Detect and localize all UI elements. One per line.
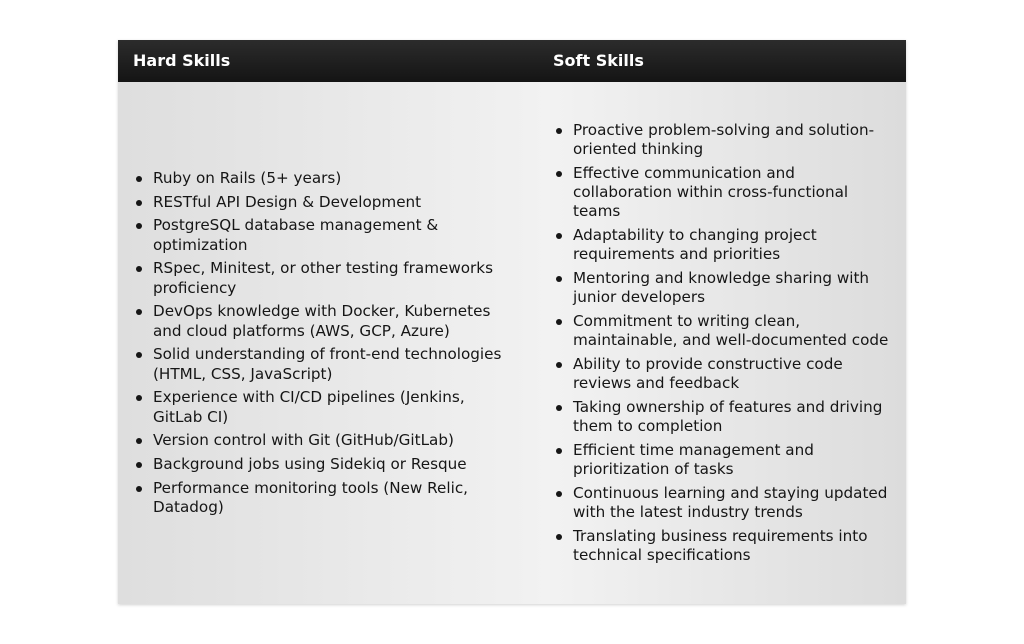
soft-skills-heading: Soft Skills [553, 51, 644, 70]
list-item: Proactive problem-solving and solution-oriented thinking [553, 121, 893, 159]
list-item: Ruby on Rails (5+ years) [133, 169, 513, 188]
table-body [118, 82, 906, 604]
hard-skills-heading: Hard Skills [133, 51, 231, 70]
list-item: Efficient time management and prioritization of tasks [553, 441, 893, 479]
list-item: Adaptability to changing project requirements and priorities [553, 226, 893, 264]
list-item: RESTful API Design & Development [133, 193, 513, 212]
list-item: Experience with CI/CD pipelines (Jenkins, GitLab CI) [133, 388, 513, 426]
soft-skills-column [538, 82, 906, 604]
table-header [118, 40, 906, 82]
list-item: Performance monitoring tools (New Relic, Datadog) [133, 479, 513, 517]
list-item: Ability to provide constructive code reviews and feedback [553, 355, 893, 393]
list-item: Solid understanding of front-end technologies (HTML, CSS, JavaScript) [133, 345, 513, 383]
list-item: DevOps knowledge with Docker, Kubernetes and cloud platforms (AWS, GCP, Azure) [133, 302, 513, 340]
list-item: PostgreSQL database management & optimization [133, 216, 513, 254]
list-item: Commitment to writing clean, maintainable, and well-documented code [553, 312, 893, 350]
hard-skills-list [133, 169, 513, 518]
list-item: RSpec, Minitest, or other testing frameworks proficiency [133, 259, 513, 297]
list-item: Mentoring and knowledge sharing with junior developers [553, 269, 893, 307]
soft-skills-list [553, 121, 893, 566]
list-item: Version control with Git (GitHub/GitLab) [133, 431, 513, 450]
list-item: Translating business requirements into technical specifications [553, 527, 893, 565]
hard-skills-column [118, 82, 538, 604]
list-item: Taking ownership of features and driving them to completion [553, 398, 893, 436]
list-item: Continuous learning and staying updated with the latest industry trends [553, 484, 893, 522]
skills-table [118, 40, 906, 604]
list-item: Effective communication and collaboration within cross-functional teams [553, 164, 893, 222]
list-item: Background jobs using Sidekiq or Resque [133, 455, 513, 474]
